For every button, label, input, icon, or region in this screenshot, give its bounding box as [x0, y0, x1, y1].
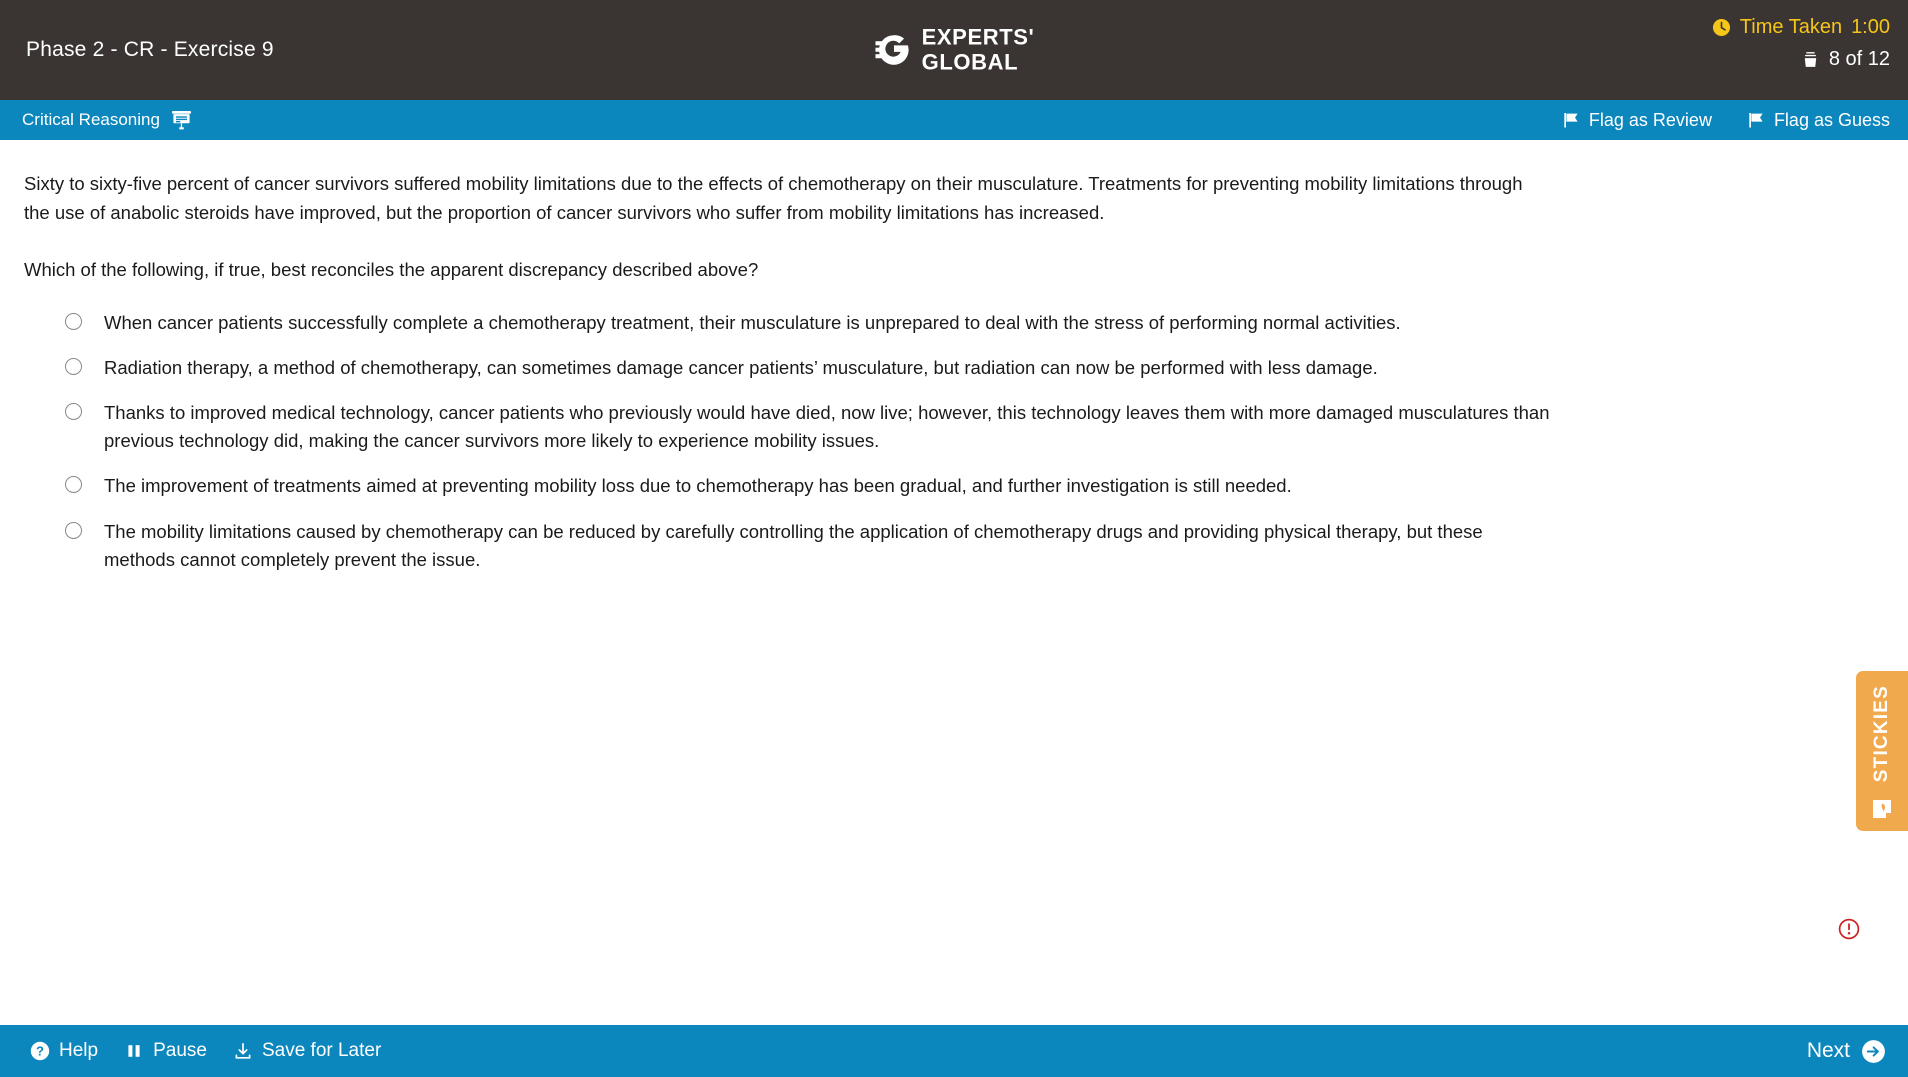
radio-button-option-5[interactable] — [65, 522, 82, 539]
section-label: Critical Reasoning — [22, 110, 160, 129]
answer-option-2[interactable] — [24, 354, 1884, 382]
svg-text:?: ? — [36, 1043, 44, 1059]
time-taken-value: 1:00 — [1851, 16, 1890, 38]
radio-button-option-4[interactable] — [65, 476, 82, 493]
section-toolbar — [0, 100, 1908, 140]
question-stack-icon — [1801, 50, 1820, 69]
time-taken — [1712, 16, 1890, 39]
sticky-note-icon — [1870, 797, 1894, 821]
flag-icon — [1748, 112, 1764, 128]
question-content-area — [0, 140, 1908, 1025]
flag-as-guess-button[interactable] — [1748, 110, 1890, 131]
question-counter-value: 8 of 12 — [1828, 48, 1890, 70]
answer-options-list — [24, 309, 1884, 574]
logo-line-1: EXPERTS' — [921, 24, 1035, 50]
save-for-later-button[interactable] — [233, 1040, 381, 1062]
clock-icon — [1712, 18, 1731, 37]
pause-icon — [124, 1041, 144, 1061]
answer-option-1-label: When cancer patients successfully complete a chemotherapy treatment, their musculature is unprepared to deal with the stress of performing normal activities. — [104, 312, 1401, 334]
download-icon — [233, 1041, 253, 1061]
exclamation-circle-icon — [1838, 918, 1860, 940]
help-label: Help — [59, 1040, 99, 1061]
alert-indicator[interactable] — [1838, 918, 1860, 940]
brand-logo — [874, 24, 1035, 75]
time-taken-label: Time Taken — [1739, 16, 1843, 38]
next-label: Next — [1806, 1039, 1850, 1062]
top-header-bar — [0, 0, 1908, 100]
radio-button-option-3[interactable] — [65, 403, 82, 420]
answer-option-3-label: Thanks to improved medical technology, cancer patients who previously would have died, now live; however, this technology leaves them with more damaged musculatures than previous technology did, making the cancer survivors more likely to experience mobility issues. — [104, 402, 1550, 452]
stickies-label: STICKIES — [1871, 685, 1892, 783]
next-button[interactable] — [1807, 1039, 1886, 1064]
flag-as-guess-label: Flag as Guess — [1773, 109, 1890, 130]
question-counter — [1712, 48, 1890, 71]
answer-option-4-label: The improvement of treatments aimed at preventing mobility loss due to chemotherapy has been gradual, and further investigation is still needed. — [104, 475, 1292, 497]
answer-option-5-label: The mobility limitations caused by chemotherapy can be reduced by carefully controlling the application of chemotherapy drugs and providing physical therapy, but these methods cannot completely prevent the issue. — [104, 520, 1483, 570]
answer-option-3[interactable] — [24, 399, 1884, 455]
flag-as-review-label: Flag as Review — [1588, 109, 1712, 130]
answer-option-1[interactable] — [24, 309, 1884, 337]
answer-option-2-label: Radiation therapy, a method of chemotherapy, can sometimes damage cancer patients’ musculature, but radiation can now be performed with less damage. — [104, 357, 1378, 379]
question-prompt: Which of the following, if true, best reconciles the apparent discrepancy described above? — [24, 259, 759, 281]
pause-button[interactable] — [124, 1040, 207, 1062]
section-identifier — [22, 110, 192, 130]
stickies-tab-button[interactable] — [1856, 671, 1908, 831]
pause-label: Pause — [153, 1040, 207, 1061]
help-button[interactable] — [30, 1040, 98, 1062]
flag-as-review-button[interactable] — [1563, 110, 1712, 131]
radio-button-option-1[interactable] — [65, 313, 82, 330]
header-status-block — [1712, 16, 1890, 71]
logo-line-2: GLOBAL — [921, 49, 1019, 75]
page-title: Phase 2 - CR - Exercise 9 — [26, 38, 274, 61]
presentation-board-icon[interactable] — [171, 110, 192, 130]
question-circle-icon — [30, 1041, 50, 1061]
question-passage: Sixty to sixty-five percent of cancer survivors suffered mobility limitations due to the effects of chemotherapy on their musculature. Treatments for preventing mobility limitations through the use of anabolic steroids have improved, but the proportion of cancer survivors who suffer from mobility limitations has increased. — [24, 173, 1523, 223]
experts-global-g-mark-icon — [874, 32, 911, 69]
flag-icon — [1563, 112, 1579, 128]
arrow-right-circle-icon — [1861, 1039, 1886, 1064]
radio-button-option-2[interactable] — [65, 358, 82, 375]
answer-option-4[interactable] — [24, 472, 1884, 500]
save-for-later-label: Save for Later — [261, 1040, 382, 1061]
answer-option-5[interactable] — [24, 518, 1884, 574]
footer-bar — [0, 1025, 1908, 1077]
